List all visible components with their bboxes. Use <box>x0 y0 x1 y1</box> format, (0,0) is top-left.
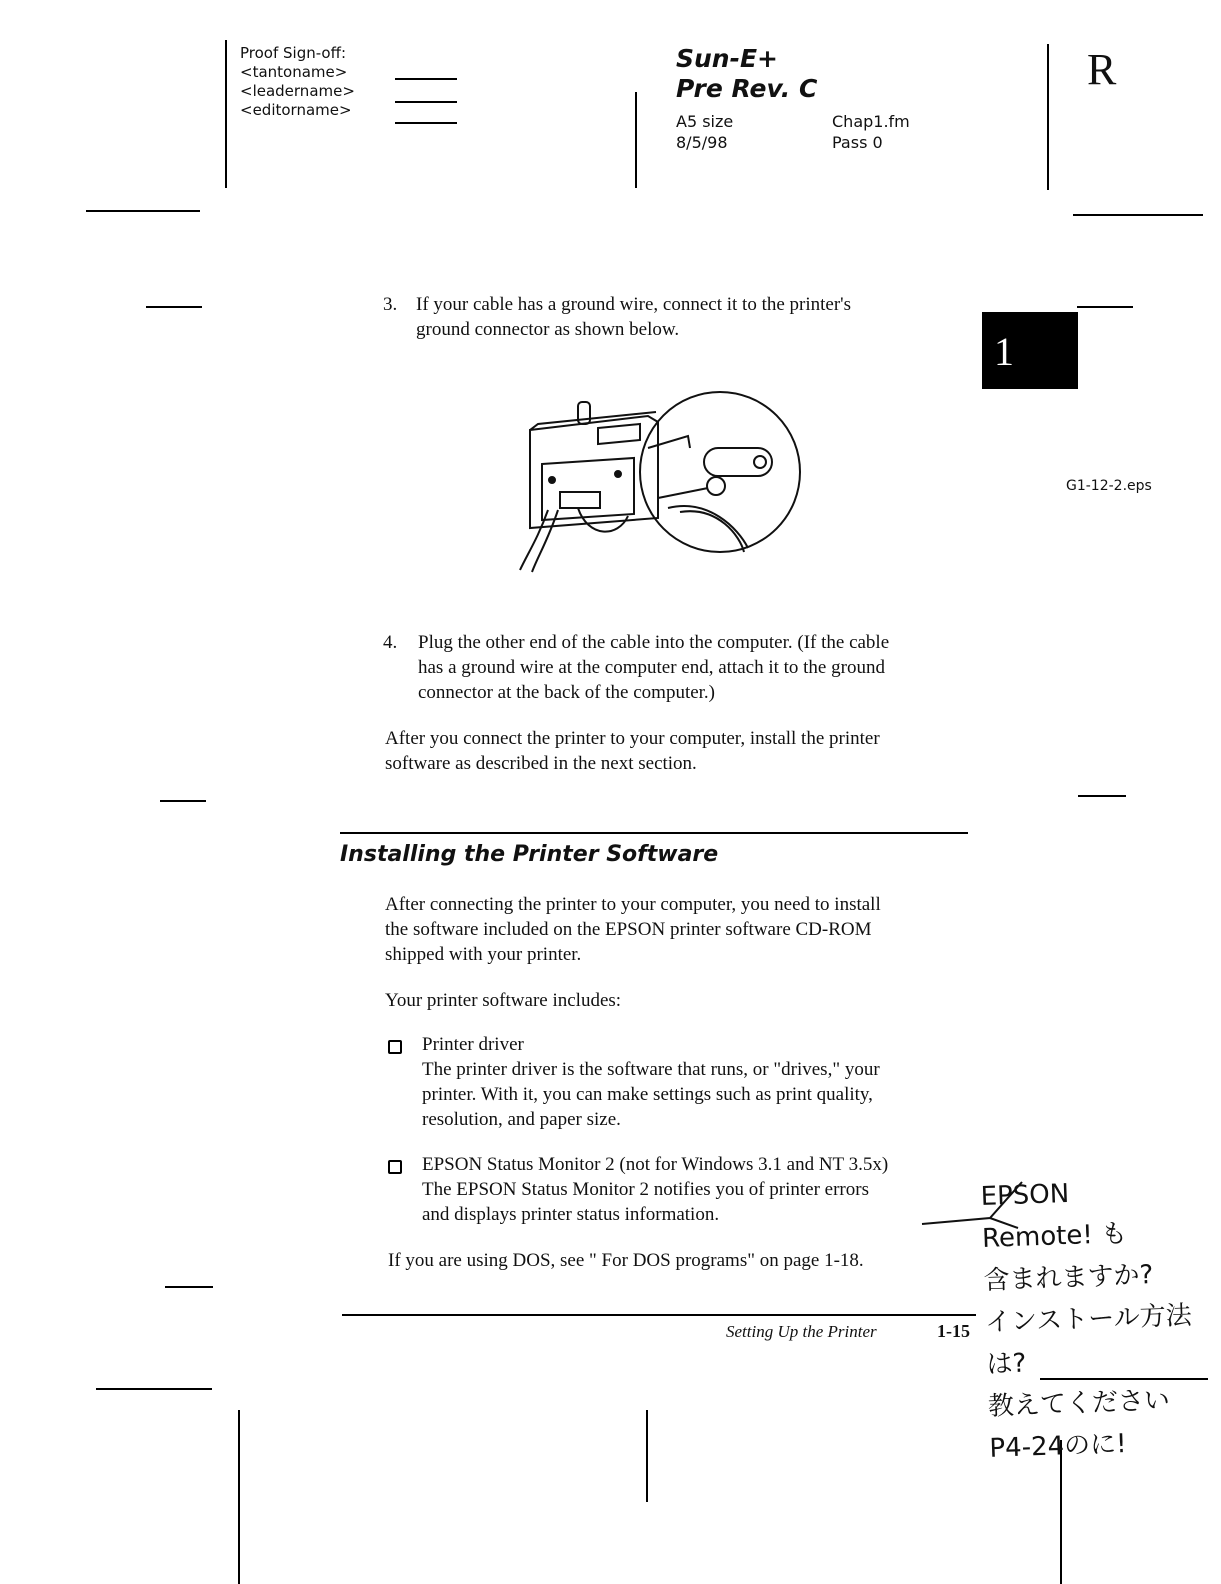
proof-signoff-label: Proof Sign-off: <box>240 44 346 62</box>
text-line: connector at the back of the computer.) <box>418 682 716 703</box>
crop-mark <box>225 40 227 188</box>
step-number: 3. <box>383 294 398 315</box>
ground-connector-illustration <box>508 388 808 574</box>
section-heading: Installing the Printer Software <box>340 842 719 867</box>
note-line: P4-24のに! <box>988 1429 1128 1464</box>
ground-terminal <box>707 477 725 495</box>
pass-label: Pass 0 <box>832 133 883 152</box>
note-line: は? <box>986 1348 1027 1380</box>
crop-mark <box>86 210 200 212</box>
note-line: 含まれますか? <box>983 1260 1154 1296</box>
text-line: Plug the other end of the cable into the computer. (If the cable <box>418 632 890 653</box>
crop-mark <box>96 1388 212 1390</box>
text-line: the software included on the EPSON printer software CD-ROM <box>385 919 872 940</box>
crop-mark <box>165 1286 213 1288</box>
paragraph <box>385 892 881 967</box>
crop-mark <box>646 1410 648 1502</box>
text-line: and displays printer status information. <box>422 1204 720 1225</box>
text-line: ground connector as shown below. <box>416 319 680 340</box>
text-line: If your cable has a ground wire, connect it to the printer's <box>416 294 851 315</box>
figure-file-label: G1-12-2.eps <box>1066 478 1152 494</box>
text-line: The printer driver is the software that runs, or "drives," your <box>422 1059 880 1080</box>
cable <box>520 510 548 570</box>
chapter-number: 1 <box>994 329 1014 374</box>
text-line: printer. With it, you can make settings such as print quality, <box>422 1084 873 1105</box>
magnified-circle <box>640 392 800 552</box>
text-line: After connecting the printer to your computer, you need to install <box>385 894 881 915</box>
dos-note: If you are using DOS, see " For DOS programs" on page 1-18. <box>388 1250 864 1271</box>
checkbox-bullet-icon <box>388 1160 402 1174</box>
note-line: インストール方法 <box>984 1300 1193 1338</box>
crop-mark <box>1077 306 1133 308</box>
section-rule <box>340 832 968 834</box>
chapter-tab <box>982 312 1078 389</box>
step-number: 4. <box>383 632 398 653</box>
crop-mark <box>635 92 637 188</box>
list-item-title: Printer driver <box>422 1034 524 1055</box>
document-title <box>676 44 817 104</box>
printer-back-panel <box>542 458 634 520</box>
revision-letter: R <box>1087 45 1117 94</box>
signoff-line <box>395 122 457 124</box>
note-line: Remote! も <box>981 1218 1128 1254</box>
list-item-title: EPSON Status Monitor 2 (not for Windows 3.1 and NT 3.5x) <box>422 1154 889 1175</box>
page-size-label: A5 size <box>676 112 734 131</box>
note-line: 教えてください <box>987 1385 1171 1422</box>
parallel-port <box>560 492 600 508</box>
text-line: After you connect the printer to your computer, install the printer <box>385 728 880 749</box>
list-item <box>422 1032 880 1132</box>
signoff-name: <editorname> <box>240 101 352 119</box>
crop-mark <box>1073 214 1203 216</box>
date-label: 8/5/98 <box>676 133 728 152</box>
list-item <box>422 1152 888 1227</box>
crop-mark <box>146 306 202 308</box>
text-line: software as described in the next section. <box>385 753 697 774</box>
proof-signoff-block <box>240 44 355 120</box>
title-line: Sun-E+ <box>676 44 779 73</box>
crop-mark <box>1047 44 1049 190</box>
signoff-name: <leadername> <box>240 82 355 100</box>
signoff-line <box>395 101 457 103</box>
title-line: Pre Rev. C <box>676 74 818 103</box>
ground-screw-slot <box>704 448 772 476</box>
printer-body <box>530 416 658 528</box>
ground-wire <box>578 508 628 532</box>
text-line: shipped with your printer. <box>385 944 582 965</box>
footer-page-number: 1-15 <box>937 1321 970 1341</box>
text-line: has a ground wire at the computer end, attach it to the ground <box>418 657 885 678</box>
crop-mark <box>160 800 206 802</box>
footer-chapter-title: Setting Up the Printer <box>726 1322 877 1341</box>
text-line: The EPSON Status Monitor 2 notifies you of printer errors <box>422 1179 869 1200</box>
signoff-line <box>395 78 457 80</box>
checkbox-bullet-icon <box>388 1040 402 1054</box>
footer-rule <box>342 1314 976 1316</box>
crop-mark <box>238 1410 240 1584</box>
signoff-name: <tantoname> <box>240 63 348 81</box>
step-text <box>416 292 851 342</box>
step-text <box>418 630 889 705</box>
crop-mark <box>1078 795 1126 797</box>
paragraph <box>385 726 880 776</box>
note-line: EPSON <box>980 1178 1070 1212</box>
includes-label: Your printer software includes: <box>385 990 622 1011</box>
text-line: resolution, and paper size. <box>422 1109 621 1130</box>
file-name-label: Chap1.fm <box>832 112 910 131</box>
handwritten-note <box>980 1168 1215 1470</box>
note-underline <box>1040 1378 1208 1380</box>
